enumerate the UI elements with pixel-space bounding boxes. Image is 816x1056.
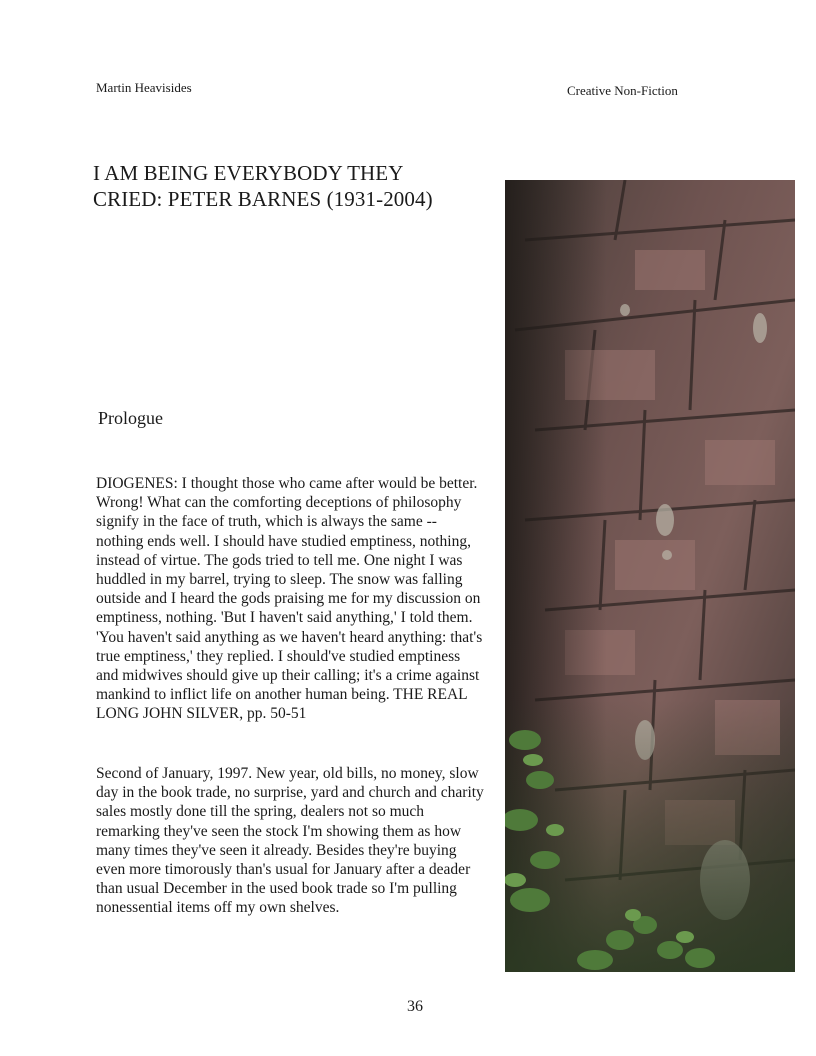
section-heading: Prologue	[98, 408, 163, 428]
stone-wall-photo	[505, 180, 795, 972]
paragraph-narrative: Second of January, 1997. New year, old bills, no money, slow day in the book trade, no surprise, yard and church and charity sales mostly done till the spring, dealers not so much remarking they've seen the stock I'm showing them as how many times they've seen it already. Besides they're buying even more timorously than's usual for January after a deader than usual December in the used book trade so I'm pulling nonessential items off my own shelves.	[96, 765, 484, 917]
page-number: 36	[407, 998, 423, 1015]
title-line-2: CRIED: PETER BARNES (1931-2004)	[93, 187, 433, 211]
article-title	[93, 160, 493, 212]
author-name: Martin Heavisides	[96, 80, 192, 95]
title-line-1: I AM BEING EVERYBODY THEY	[93, 161, 404, 185]
paragraph-quote: DIOGENES: I thought those who came after would be better. Wrong! What can the comforting deceptions of philosophy signify in the face of truth, which is always the same --nothing ends well. I should have studied emptiness, nothing, instead of virtue. The gods tried to tell me. One night I was huddled in my barrel, trying to sleep. The snow was falling outside and I heard the gods praising me for my discussion on emptiness, nothing. 'But I haven't said anything,' I told them. 'You haven't said anything as we haven't heard anything: that's true emptiness,' they replied. I should've studied emptiness and midwives should give up their calling; it's a crime against mankind to inflict life on another human being. THE REAL LONG JOHN SILVER, pp. 50-51	[96, 475, 483, 723]
category-label: Creative Non-Fiction	[567, 83, 678, 98]
